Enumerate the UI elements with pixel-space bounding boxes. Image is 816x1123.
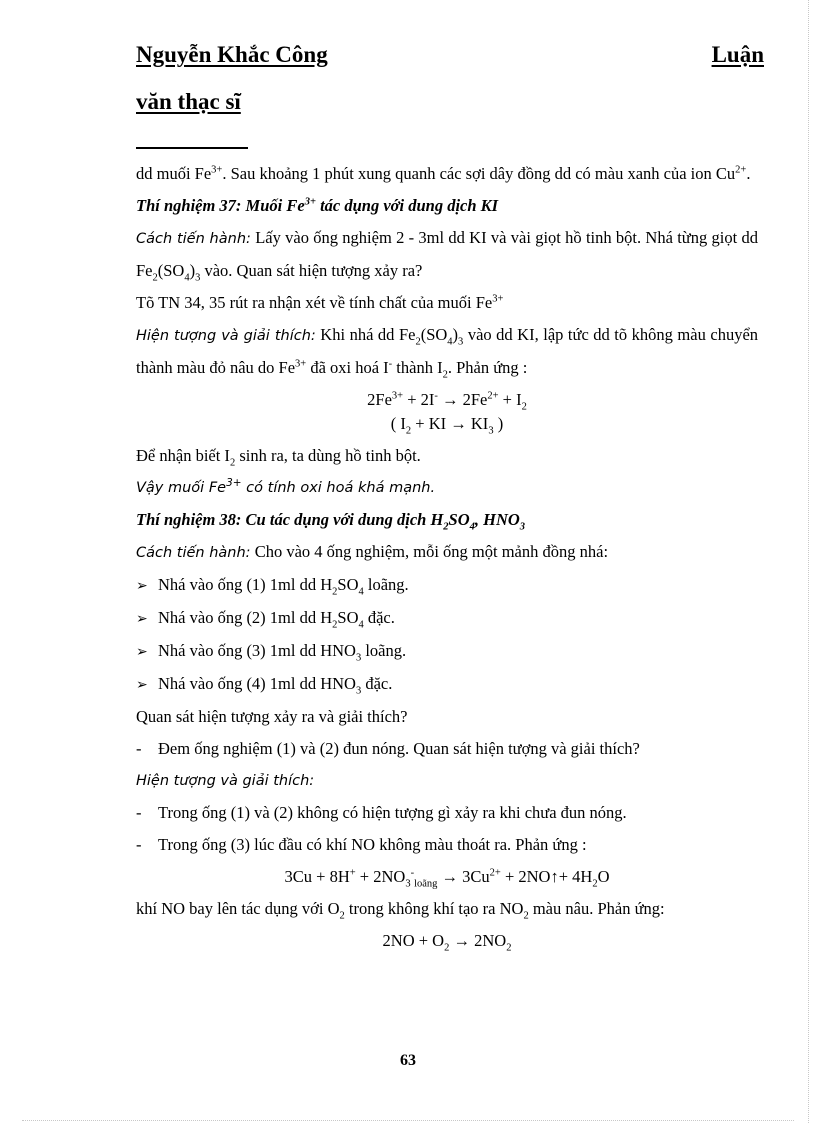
exp38-method: Cách tiến hành: Cho vào 4 ống nghiệm, mỗi ống một mảnh đồng nhá: <box>136 542 609 561</box>
intro-paragraph: dd muối $Fe^{3+}$. Sau khoảng 1 phút xung quanh các sợi dây đồng dd có màu xanh của ion $Cu^{2+}$. <box>136 164 751 183</box>
exp37-equation-1: $2Fe^{3+} + 2I^- \to 2Fe^{2+} + I_2$ <box>367 390 527 413</box>
arrow-bullet-icon: ➢ <box>136 677 148 693</box>
exp38-phenomenon-label: Hiện tượng và giải thích: <box>136 773 315 789</box>
exp38-heat: - Đem ống nghiệm (1) và (2) đun nóng. Quan sát hiện tượng và giải thích? <box>136 739 640 758</box>
exp38-equation-1: $3Cu + 8H^+ + 2NO_3^-_{loãng} \to 3Cu^{2+}$ + 2NO↑+ $4H_2O$ <box>284 867 610 890</box>
exp38-question: Quan sát hiện tượng xảy ra và giải thích? <box>136 707 408 726</box>
exp38-observation-1: - Trong ống (1) và (2) không có hiện tượng gì xảy ra khi chưa đun nóng. <box>136 803 627 822</box>
exp38-step-1: ➢ Nhá vào ống (1) 1ml dd $H_2SO_4$ loãng. <box>136 569 758 602</box>
exp37-detect: Để nhận biết $I_2$ sinh ra, ta dùng hồ tinh bột. <box>136 446 421 469</box>
header-author: Nguyễn Khắc Công <box>136 42 328 67</box>
exp38-title: Thí nghiệm 38: Cu tác dụng với dung dịch $H_2SO_4$, $HNO_3$ <box>136 510 526 533</box>
header-rule <box>136 147 248 149</box>
arrow-bullet-icon: ➢ <box>136 578 148 594</box>
exp38-observation-2: - Trong ống (3) lúc đầu có khí NO không màu thoát ra. Phản ứng : <box>136 835 587 854</box>
header-title-part2: văn thạc sĩ <box>136 89 241 114</box>
exp37-note: Tõ TN 34, 35 rút ra nhận xét về tính chất của muối $Fe^{3+}$ <box>136 293 504 312</box>
exp37-phenomenon: Hiện tượng và giải thích: Khi nhá dd $Fe_2(SO_4)_3$ vào dd KI, lập tức dd tõ không màu chuyển thành màu đỏ nâu do $Fe^{3+}$ đã oxi hoá I- thành $I_2$. Phản ứng : <box>136 325 759 381</box>
page-number: 63 <box>400 1052 416 1069</box>
exp37-conclusion: Vậy muối $Fe^{3+}$ có tính oxi hoá khá mạnh. <box>136 477 436 496</box>
exp37-method: Cách tiến hành: Lấy vào ống nghiệm 2 - 3ml dd KI và vài giọt hồ tinh bột. Nhá từng giọt dd $Fe_2(SO_4)_3$ vào. Quan sát hiện tượng xảy ra? <box>136 228 758 284</box>
header-line-1 <box>136 42 764 68</box>
document-body <box>136 158 758 957</box>
arrow-bullet-icon: ➢ <box>136 611 148 627</box>
exp38-step-2: ➢ Nhá vào ống (2) 1ml dd $H_2SO_4$ đặc. <box>136 602 758 635</box>
exp38-step-4: ➢ Nhá vào ống (4) 1ml dd $HNO_3$ đặc. <box>136 668 758 701</box>
arrow-bullet-icon: ➢ <box>136 644 148 660</box>
exp37-title: Thí nghiệm 37: Muối $Fe^{3+}$ tác dụng với dung dịch KI <box>136 196 499 215</box>
page-border-dotted <box>22 1120 794 1121</box>
exp38-step-3: ➢ Nhá vào ống (3) 1ml dd $HNO_3$ loãng. <box>136 635 758 668</box>
exp38-no2-paragraph: khí NO bay lên tác dụng với $O_2$ trong không khí tạo ra $NO_2$ màu nâu. Phản ứng: <box>136 899 665 922</box>
exp38-equation-2: $2NO + O_2 \to 2NO_2$ <box>382 931 512 954</box>
exp37-equation-2: ( $I_2$ + KI → $KI_3$ ) <box>390 414 504 437</box>
header-title-part1: Luận <box>711 42 764 67</box>
page-border-dotted-right <box>808 0 809 1123</box>
